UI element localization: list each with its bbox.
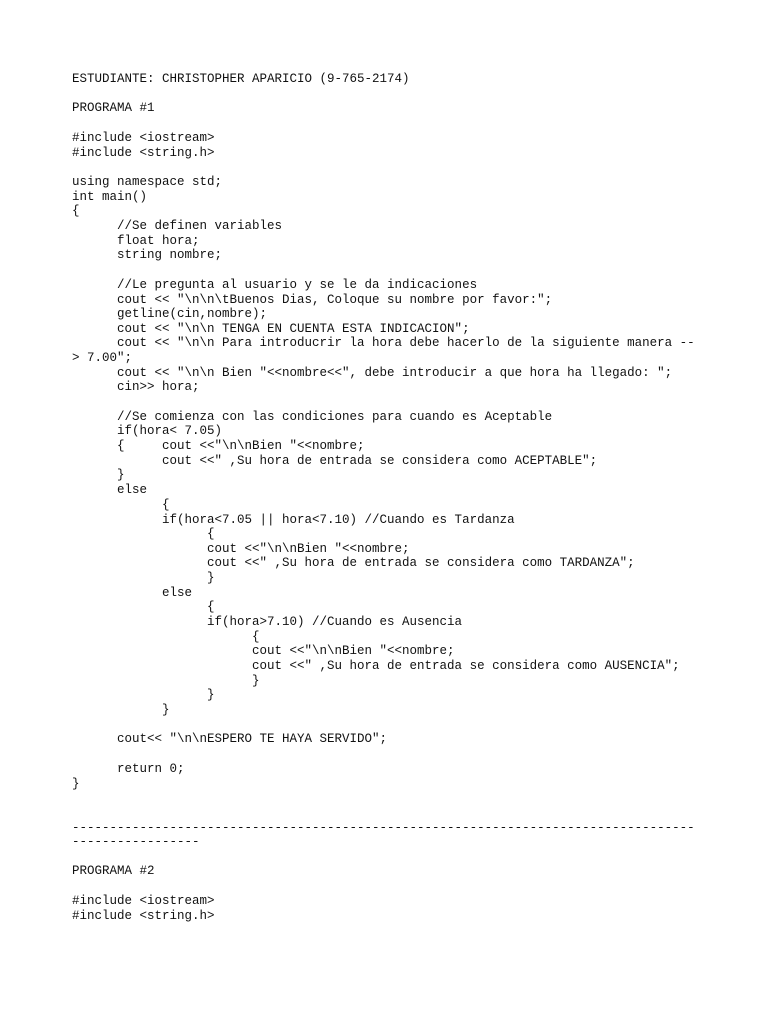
code-line: cout <<" ,Su hora de entrada se considera como AUSENCIA"; xyxy=(72,659,680,673)
program-2-heading: PROGRAMA #2 xyxy=(72,864,155,878)
code-line: //Se definen variables xyxy=(72,219,283,233)
code-line: { xyxy=(72,630,260,644)
code-line: cin>> hora; xyxy=(72,380,200,394)
code-line: getline(cin,nombre); xyxy=(72,307,268,321)
code-line: cout <<" ,Su hora de entrada se considera como TARDANZA"; xyxy=(72,556,635,570)
code-line: cout <<"\n\nBien "<<nombre; xyxy=(72,644,455,658)
code-line: cout << "\n\n TENGA EN CUENTA ESTA INDICACION"; xyxy=(72,322,470,336)
code-line: //Se comienza con las condiciones para cuando es Aceptable xyxy=(72,410,553,424)
program-1-heading: PROGRAMA #1 xyxy=(72,101,155,115)
code-line: cout << "\n\n\tBuenos Dias, Coloque su nombre por favor:"; xyxy=(72,293,553,307)
code-line: } xyxy=(72,703,170,717)
code-line: cout <<"\n\nBien "<<nombre; xyxy=(72,542,410,556)
code-line: cout<< "\n\nESPERO TE HAYA SERVIDO"; xyxy=(72,732,388,746)
code-line: { xyxy=(72,498,170,512)
code-line: { xyxy=(72,600,215,614)
code-line: #include <string.h> xyxy=(72,909,215,923)
code-line: string nombre; xyxy=(72,248,223,262)
code-line: { xyxy=(72,527,215,541)
code-line: } xyxy=(72,571,215,585)
code-line: if(hora>7.10) //Cuando es Ausencia xyxy=(72,615,463,629)
separator-line: ----------------------------------------------------------------------------------- xyxy=(72,821,695,835)
code-line: //Le pregunta al usuario y se le da indicaciones xyxy=(72,278,478,292)
code-line: > 7.00"; xyxy=(72,351,133,365)
code-line: if(hora< 7.05) xyxy=(72,424,223,438)
code-line: #include <string.h> xyxy=(72,146,215,160)
code-line: } xyxy=(72,777,80,791)
code-line: cout << "\n\n Bien "<<nombre<<", debe introducir a que hora ha llegado: "; xyxy=(72,366,673,380)
code-line: cout << "\n\n Para introducrir la hora debe hacerlo de la siguiente manera -- xyxy=(72,336,695,350)
code-line: } xyxy=(72,468,125,482)
code-line: } xyxy=(72,688,215,702)
separator-line: ----------------- xyxy=(72,835,200,849)
code-line: else xyxy=(72,586,193,600)
code-line: } xyxy=(72,674,260,688)
code-line: #include <iostream> xyxy=(72,894,215,908)
code-line: #include <iostream> xyxy=(72,131,215,145)
code-line: { cout <<"\n\nBien "<<nombre; xyxy=(72,439,365,453)
code-line: return 0; xyxy=(72,762,185,776)
student-header: ESTUDIANTE: CHRISTOPHER APARICIO (9-765-2174) xyxy=(72,72,410,86)
code-line: using namespace std; xyxy=(72,175,223,189)
code-line: cout <<" ,Su hora de entrada se considera como ACEPTABLE"; xyxy=(72,454,598,468)
code-line: float hora; xyxy=(72,234,200,248)
code-line: int main() xyxy=(72,190,148,204)
code-line: if(hora<7.05 || hora<7.10) //Cuando es Tardanza xyxy=(72,513,515,527)
code-line: { xyxy=(72,204,80,218)
code-line: else xyxy=(72,483,148,497)
